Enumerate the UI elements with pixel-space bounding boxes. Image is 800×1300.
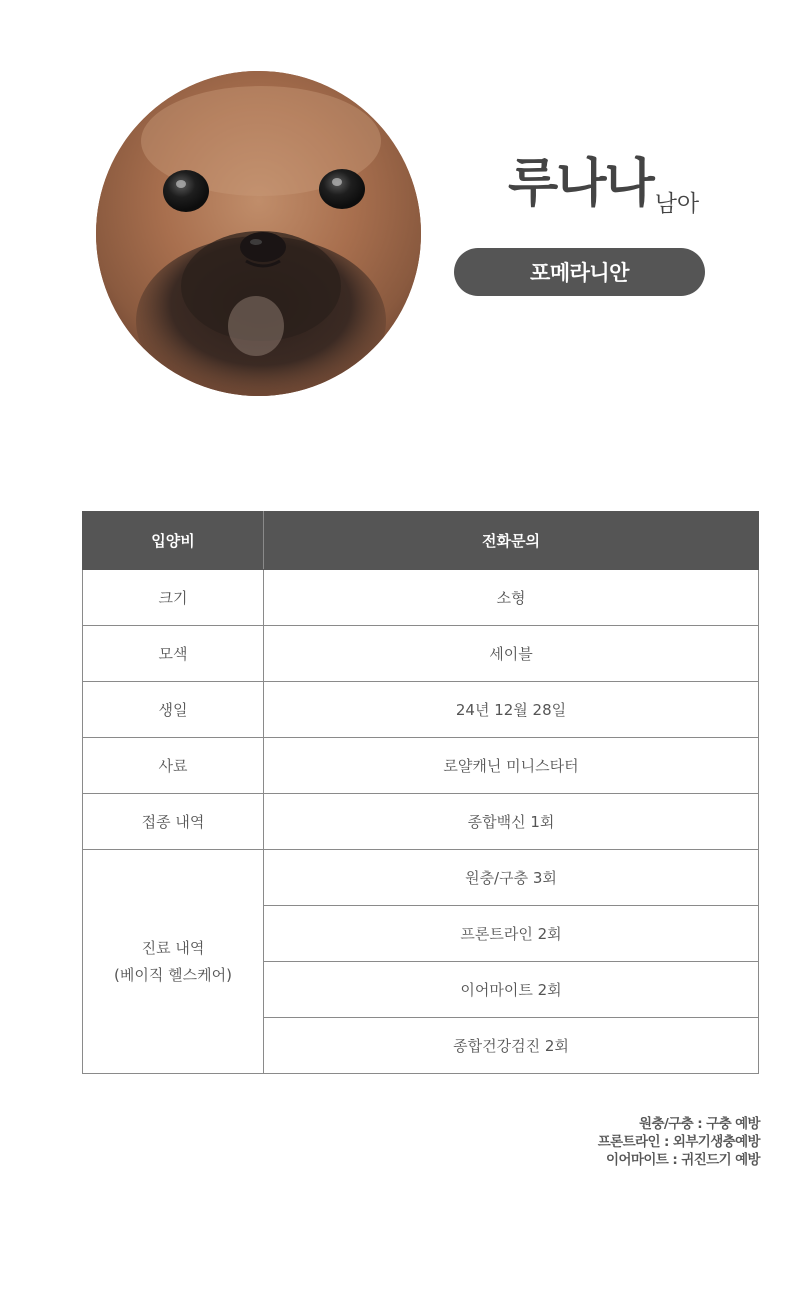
footnote-deworming: 원충/구충 : 구충 예방 bbox=[639, 1116, 760, 1132]
table-row bbox=[83, 626, 759, 682]
breed-badge: 포메라니안 bbox=[454, 248, 705, 296]
size-value: 소형 bbox=[264, 570, 759, 626]
table-header-row bbox=[83, 512, 759, 570]
treatment-item: 이어마이트 2회 bbox=[264, 962, 759, 1018]
treatment-item: 원충/구충 3회 bbox=[264, 850, 759, 906]
table-row bbox=[83, 682, 759, 738]
adoption-fee-value: 전화문의 bbox=[264, 512, 759, 570]
pomeranian-photo-illustration bbox=[96, 71, 421, 396]
birthday-label: 생일 bbox=[83, 682, 264, 738]
table-row bbox=[83, 570, 759, 626]
pet-photo bbox=[96, 71, 421, 396]
vaccination-value: 종합백신 1회 bbox=[264, 794, 759, 850]
food-value: 로얄캐닌 미니스타터 bbox=[264, 738, 759, 794]
treatment-label-line2: (베이직 헬스케어) bbox=[114, 965, 232, 984]
footnote-frontline: 프론트라인 : 외부기생충예방 bbox=[597, 1134, 760, 1150]
treatment-label bbox=[83, 850, 264, 1074]
vaccination-label: 접종 내역 bbox=[83, 794, 264, 850]
pet-info-table bbox=[82, 511, 759, 1074]
table-row bbox=[83, 794, 759, 850]
birthday-value: 24년 12월 28일 bbox=[264, 682, 759, 738]
pet-name: 루나나 bbox=[508, 154, 653, 214]
coat-color-label: 모색 bbox=[83, 626, 264, 682]
treatment-item: 종합건강검진 2회 bbox=[264, 1018, 759, 1074]
footnote-earmite: 이어마이트 : 귀진드기 예방 bbox=[606, 1152, 760, 1168]
adoption-fee-label: 입양비 bbox=[83, 512, 264, 570]
coat-color-value: 세이블 bbox=[264, 626, 759, 682]
size-label: 크기 bbox=[83, 570, 264, 626]
table-row bbox=[83, 850, 759, 906]
footnotes bbox=[598, 1115, 760, 1169]
pet-gender: 남아 bbox=[654, 191, 700, 217]
treatment-item: 프론트라인 2회 bbox=[264, 906, 759, 962]
treatment-label-line1: 진료 내역 bbox=[141, 939, 205, 958]
pet-name-row bbox=[508, 154, 700, 217]
table-row bbox=[83, 738, 759, 794]
food-label: 사료 bbox=[83, 738, 264, 794]
